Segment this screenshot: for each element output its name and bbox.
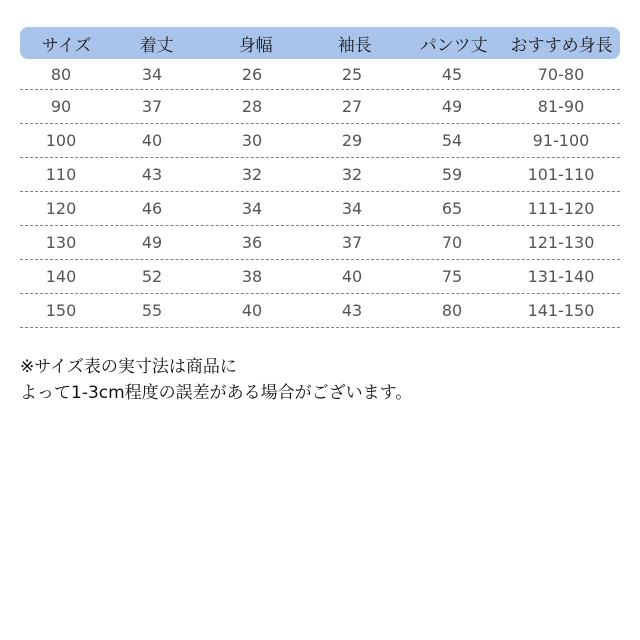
table-row xyxy=(20,124,620,158)
table-cell: 80 xyxy=(50,64,72,84)
header-width: 身幅 xyxy=(238,35,273,56)
table-cell: 32 xyxy=(241,165,263,184)
table-cell: 70-80 xyxy=(537,64,585,84)
table-cell: 130 xyxy=(45,233,77,252)
header-recommended-height: おすすめ身長 xyxy=(510,35,613,56)
table-row xyxy=(20,90,620,124)
table-cell: 29 xyxy=(341,131,363,150)
table-cell: 100 xyxy=(45,131,77,150)
table-cell: 80 xyxy=(441,301,463,320)
table-cell: 54 xyxy=(441,131,463,150)
table-cell: 141-150 xyxy=(527,301,595,320)
table-row xyxy=(20,260,620,294)
table-cell: 52 xyxy=(141,267,163,286)
table-cell: 25 xyxy=(341,64,363,84)
table-cell: 65 xyxy=(441,199,463,218)
table-cell: 111-120 xyxy=(527,199,595,218)
table-cell: 101-110 xyxy=(527,165,595,184)
table-cell: 70 xyxy=(441,233,463,252)
table-cell: 59 xyxy=(441,165,463,184)
table-row xyxy=(20,158,620,192)
table-cell: 28 xyxy=(241,97,263,116)
table-row xyxy=(20,192,620,226)
header-length: 着丈 xyxy=(139,35,174,56)
table-cell: 46 xyxy=(141,199,163,218)
table-cell: 27 xyxy=(341,97,363,116)
note-line-1: ※サイズ表の実寸法は商品に xyxy=(20,357,237,377)
table-cell: 121-130 xyxy=(527,233,595,252)
table-cell: 49 xyxy=(441,97,463,116)
table-cell: 140 xyxy=(45,267,77,286)
table-row xyxy=(20,59,620,90)
header-sleeve: 袖長 xyxy=(337,35,372,56)
table-cell: 34 xyxy=(241,199,263,218)
size-note xyxy=(20,354,620,406)
note-line-2: よって1-3cm程度の誤差がある場合がございます。 xyxy=(20,383,413,403)
table-cell: 150 xyxy=(45,301,77,320)
table-cell: 34 xyxy=(341,199,363,218)
table-header xyxy=(20,27,620,59)
table-body xyxy=(20,59,620,328)
table-cell: 40 xyxy=(141,131,163,150)
header-pants-length: パンツ丈 xyxy=(419,35,488,56)
table-cell: 45 xyxy=(441,64,463,84)
table-cell: 37 xyxy=(141,97,163,116)
table-cell: 38 xyxy=(241,267,263,286)
table-cell: 49 xyxy=(141,233,163,252)
table-cell: 40 xyxy=(241,301,263,320)
table-cell: 91-100 xyxy=(532,131,590,150)
table-cell: 40 xyxy=(341,267,363,286)
table-cell: 30 xyxy=(241,131,263,150)
table-cell: 32 xyxy=(341,165,363,184)
table-cell: 110 xyxy=(45,165,77,184)
table-cell: 36 xyxy=(241,233,263,252)
table-cell: 43 xyxy=(341,301,363,320)
table-cell: 34 xyxy=(141,64,163,84)
table-row xyxy=(20,294,620,328)
table-cell: 43 xyxy=(141,165,163,184)
table-cell: 55 xyxy=(141,301,163,320)
table-cell: 120 xyxy=(45,199,77,218)
table-cell: 81-90 xyxy=(537,97,585,116)
table-cell: 26 xyxy=(241,64,263,84)
table-cell: 75 xyxy=(441,267,463,286)
table-cell: 131-140 xyxy=(527,267,595,286)
header-size: サイズ xyxy=(41,35,92,56)
size-table xyxy=(20,27,620,328)
table-cell: 37 xyxy=(341,233,363,252)
table-row xyxy=(20,226,620,260)
table-cell: 90 xyxy=(50,97,72,116)
